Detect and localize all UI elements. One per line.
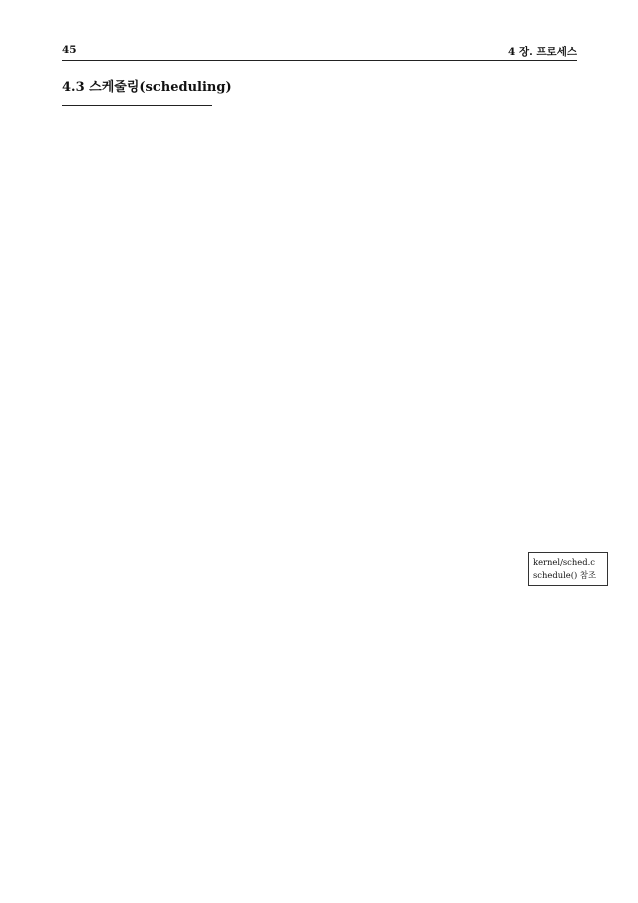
- sidenote-line-1: kernel/sched.c: [533, 557, 595, 567]
- header-rule: [62, 60, 577, 61]
- footnote-rule: [62, 105, 212, 106]
- chapter-title: 4 장. 프로세스: [508, 46, 577, 58]
- page-header: [62, 44, 577, 60]
- page-number: 45: [62, 44, 77, 56]
- section-heading: 4.3 스케줄링(scheduling): [62, 80, 232, 95]
- sidenote-box: [528, 552, 608, 586]
- sidenote-line-2: schedule() 참조: [533, 570, 597, 580]
- main-content: [62, 68, 518, 113]
